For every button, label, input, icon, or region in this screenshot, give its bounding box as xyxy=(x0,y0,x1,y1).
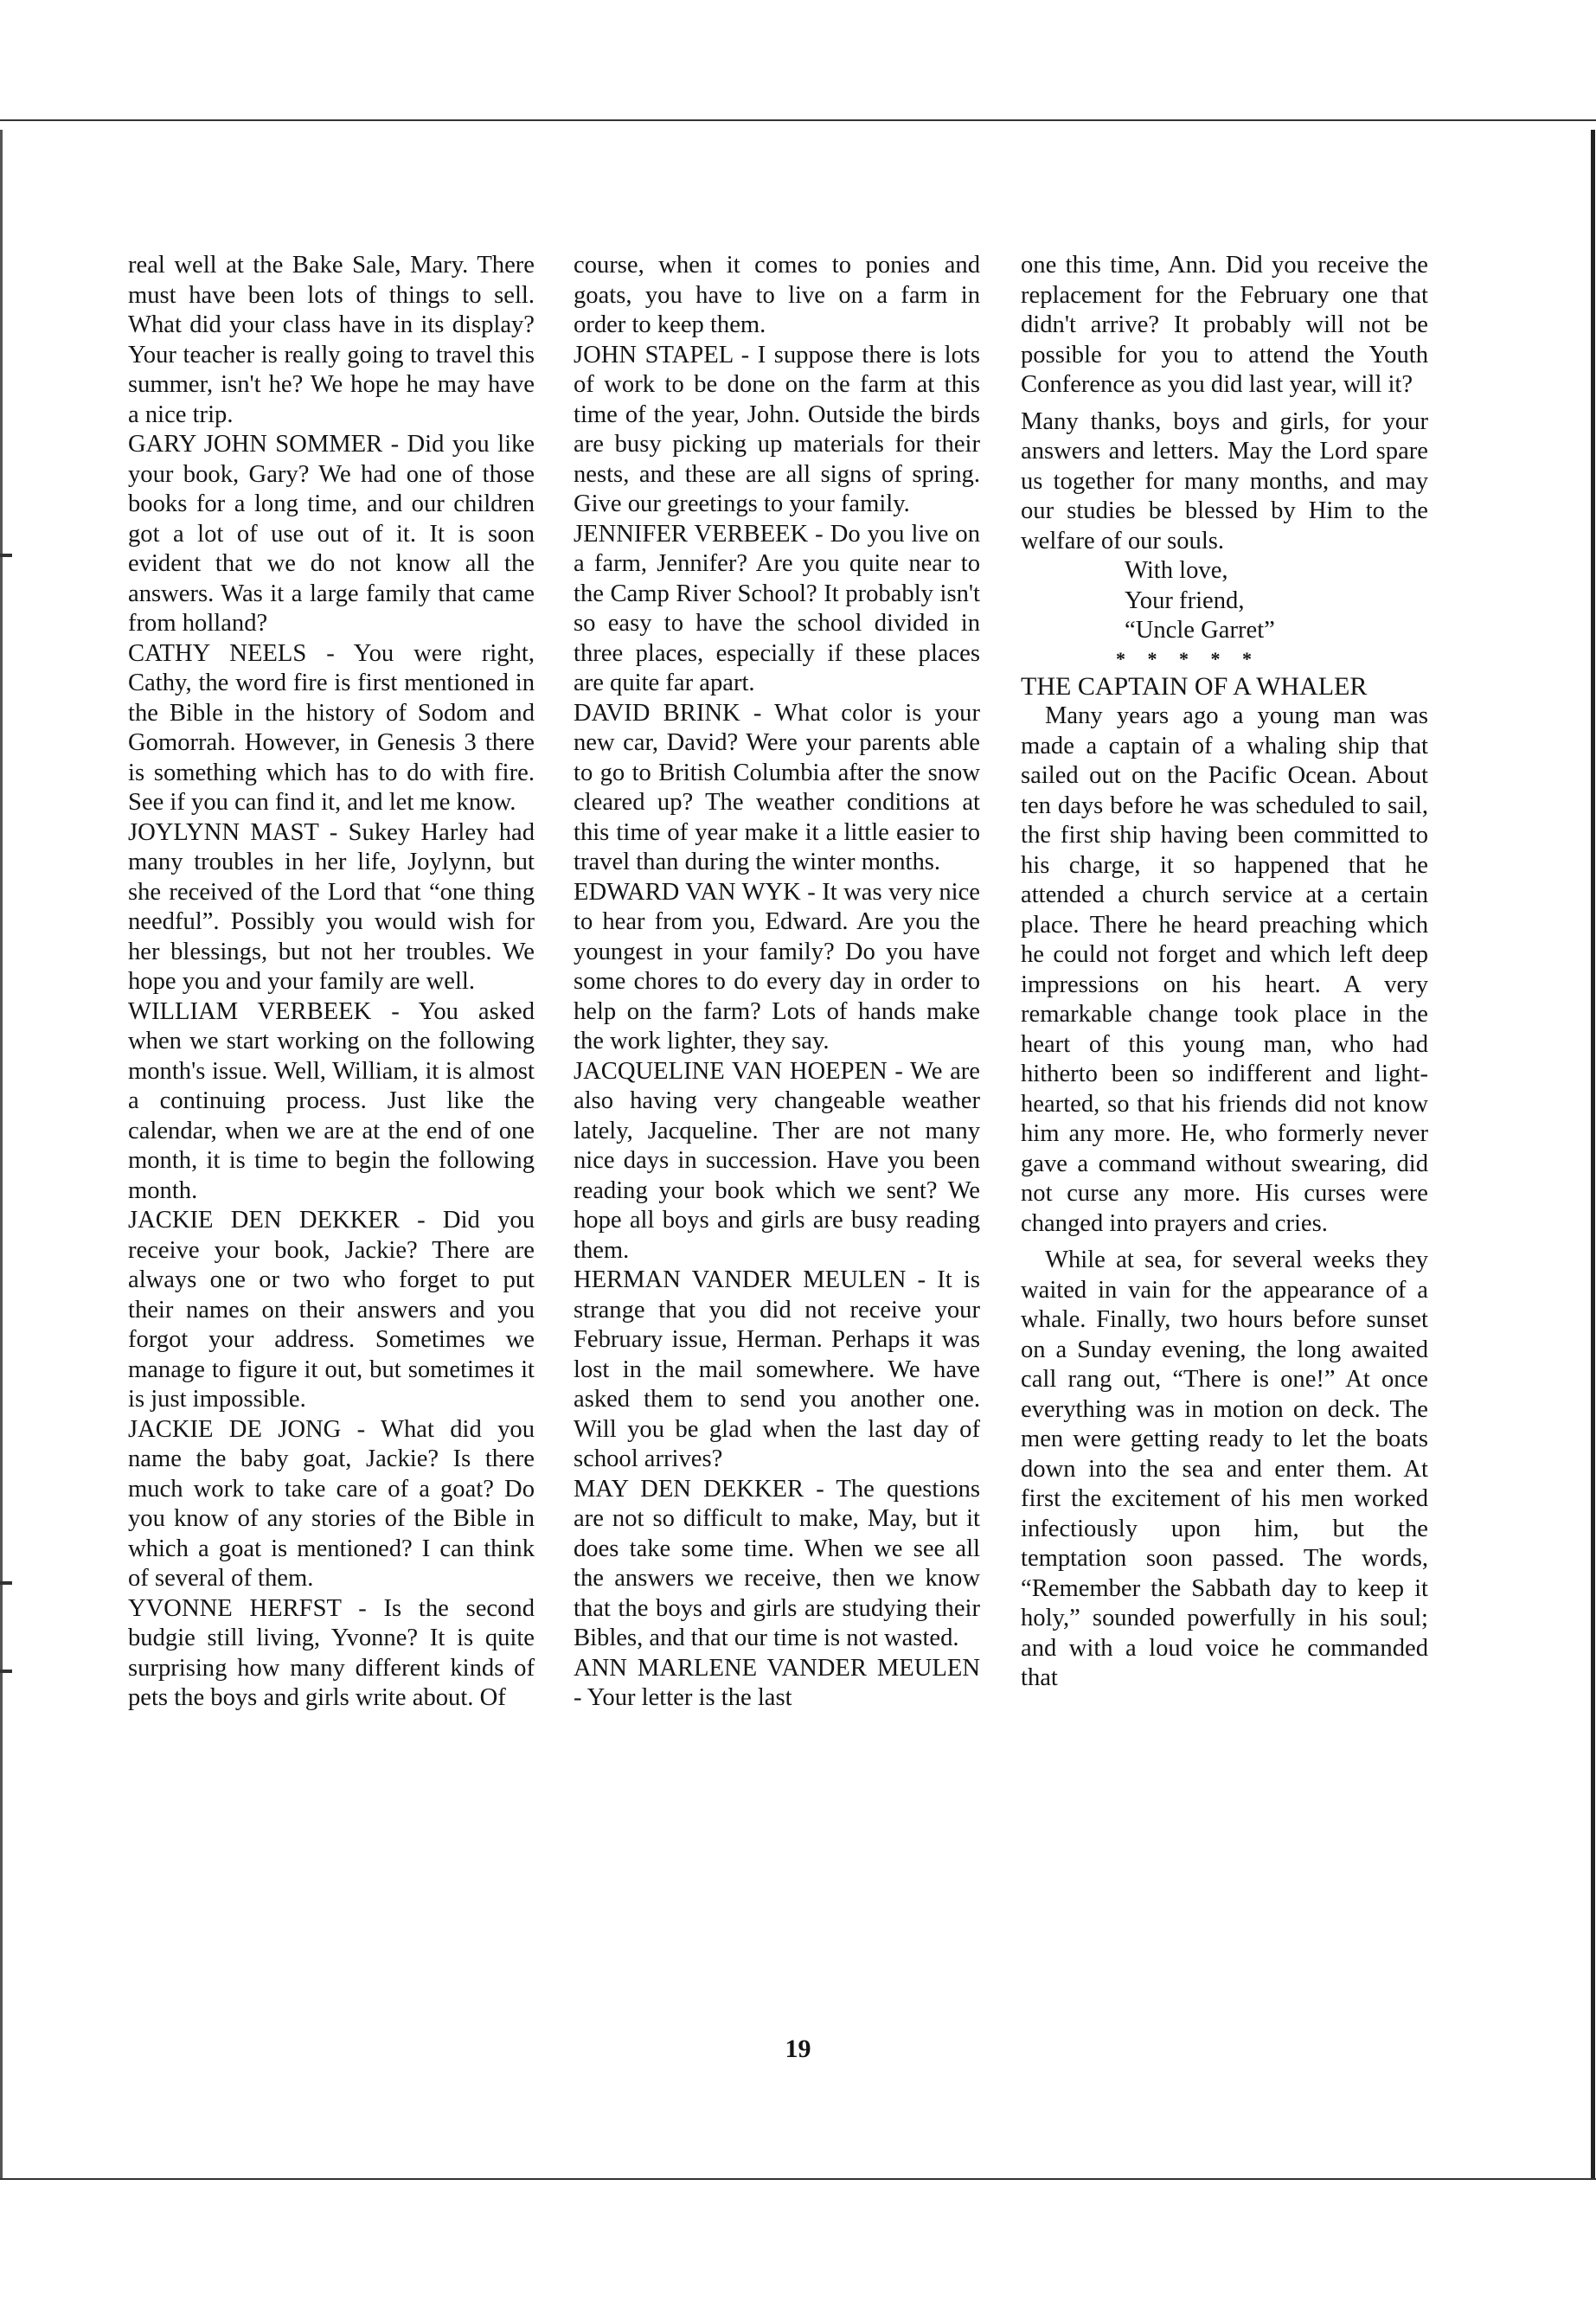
page-left-edge xyxy=(0,130,3,2178)
signature: “Uncle Garret” xyxy=(1125,617,1275,644)
closing-friend: Your friend, xyxy=(1125,586,1245,614)
answer-paragraph: course, when it comes to ponies and goats, you have to live on a farm in order to keep them. xyxy=(574,252,980,338)
answer-paragraph: JACQUELINE VAN HOEPEN - We are also having very changeable weather lately, Jacqueline. Ther are not many nice days in succession. Have you been reading your book which we sent? We hope all boys and girls are busy reading them. xyxy=(574,1057,980,1264)
page-top-rule xyxy=(0,119,1596,121)
answer-paragraph: ANN MARLENE VANDER MEULEN - Your letter is the last xyxy=(574,1654,980,1711)
column-3 xyxy=(1021,251,1428,1694)
answer-paragraph: EDWARD VAN WYK - It was very nice to hear from you, Edward. Are you the youngest in your family? Do you have some chores to do every day in order to help on the farm? Lots of hands make the work lighter, they say. xyxy=(574,878,980,1054)
story-paragraph: Many years ago a young man was made a captain of a whaling ship that sailed out on the Pacific Ocean. About ten days before he was scheduled to sail, the first ship having been committed to his charge, it so happened that he attended a church service at a certain place. There he heard preaching which he could not forget and which left deep impressions on his heart. A very remarkable change took place in the heart of this young man, who had hitherto been so indifferent and light-hearted, so that his friends did not know him any more. He, who formerly never gave a command without swearing, did not curse any more. His curses were changed into prayers and cries. xyxy=(1021,702,1428,1237)
closing-paragraph: Many thanks, boys and girls, for your answers and letters. May the Lord spare us together for many months, and may our studies be blessed by Him to the welfare of our souls. xyxy=(1021,407,1428,554)
margin-tick xyxy=(0,1670,12,1673)
margin-tick xyxy=(0,1581,12,1585)
answer-paragraph: JOHN STAPEL - I suppose there is lots of work to be done on the farm at this time of the year, John. Outside the birds are busy picking up materials for their nests, and these are all signs of spring. Give our greetings to your family. xyxy=(574,341,980,517)
section-separator: * * * * * xyxy=(1116,647,1260,670)
story-paragraph: While at sea, for several weeks they waited in vain for the appearance of a whale. Finally, two hours before sunset on a Sunday evening, the long awaited call rang out, “There is one!” At once everything was in motion on deck. The men were getting ready to let the boats down into the sea and enter them. At first the excitement of his men worked infectiously upon him, but the temptation soon passed. The words, “Remember the Sabbath day to keep it holy,” sounded powerfully in his soul; and with a loud voice he commanded that xyxy=(1021,1247,1428,1691)
answer-paragraph: WILLIAM VERBEEK - You asked when we start working on the following month's issue. Well, William, it is almost a continuing process. Just like the calendar, when we are at the end of one month, it is time to begin the following month. xyxy=(128,997,535,1204)
margin-tick xyxy=(0,554,12,557)
page-number: 19 xyxy=(785,2035,811,2063)
column-1 xyxy=(128,251,535,1714)
answer-paragraph: YVONNE HERFST - Is the second budgie still living, Yvonne? It is quite surprising how many different kinds of pets the boys and girls write about. Of xyxy=(128,1594,535,1711)
answer-paragraph: DAVID BRINK - What color is your new car, David? Were your parents able to go to British Columbia after the snow cleared up? The weather conditions at this time of year make it a little easier to travel than during the winter months. xyxy=(574,699,980,875)
answer-paragraph: JACKIE DE JONG - What did you name the baby goat, Jackie? Is there much work to take care of a goat? Do you know of any stories of the Bible in which a goat is mentioned? I can think of several of them. xyxy=(128,1415,535,1592)
answer-paragraph: CATHY NEELS - You were right, Cathy, the word fire is first mentioned in the Bible in the history of Sodom and Gomorrah. However, in Genesis 3 there is something which has to do with fire. See if you can find it, and let me know. xyxy=(128,639,535,816)
answer-paragraph: JENNIFER VERBEEK - Do you live on a farm, Jennifer? Are you quite near to the Camp River School? It probably isn't so easy to have the school divided in three places, especially if these places are quite far apart. xyxy=(574,520,980,696)
page-bottom-rule xyxy=(0,2178,1596,2180)
column-2 xyxy=(574,251,980,1714)
answer-paragraph: real well at the Bake Sale, Mary. There must have been lots of things to sell. What did your class have in its display? Your teacher is really going to travel this summer, isn't he? We hope he may have a nice trip. xyxy=(128,252,535,428)
answer-paragraph: MAY DEN DEKKER - The questions are not so difficult to make, May, but it does take some time. When we see all the answers we receive, then we know that the boys and girls are studying their Bibles, and that our time is not wasted. xyxy=(574,1475,980,1651)
page-right-edge xyxy=(1591,130,1595,2178)
closing-salutation: With love, xyxy=(1125,557,1228,584)
answer-paragraph: GARY JOHN SOMMER - Did you like your book, Gary? We had one of those books for a long time, and our children got a lot of use out of it. It is soon evident that we do not know all the answers. Was it a large family that came from holland? xyxy=(128,431,535,637)
answer-paragraph: one this time, Ann. Did you receive the replacement for the February one that didn't arrive? It probably will not be possible for you to attend the Youth Conference as you did last year, will it? xyxy=(1021,252,1428,398)
answer-paragraph: JACKIE DEN DEKKER - Did you receive your book, Jackie? There are always one or two who forget to put their names on their answers and you forgot your address. Sometimes we manage to figure it out, but sometimes it is just impossible. xyxy=(128,1207,535,1413)
answer-paragraph: JOYLYNN MAST - Sukey Harley had many troubles in her life, Joylynn, but she received of the Lord that “one thing needful”. Possibly you would wish for her blessings, but not her troubles. We hope you and your family are well. xyxy=(128,818,535,995)
answer-paragraph: HERMAN VANDER MEULEN - It is strange that you did not receive your February issue, Herman. Perhaps it was lost in the mail somewhere. We have asked them to send you another one. Will you be glad when the last day of school arrives? xyxy=(574,1266,980,1472)
story-title: THE CAPTAIN OF A WHALER xyxy=(1021,671,1368,701)
